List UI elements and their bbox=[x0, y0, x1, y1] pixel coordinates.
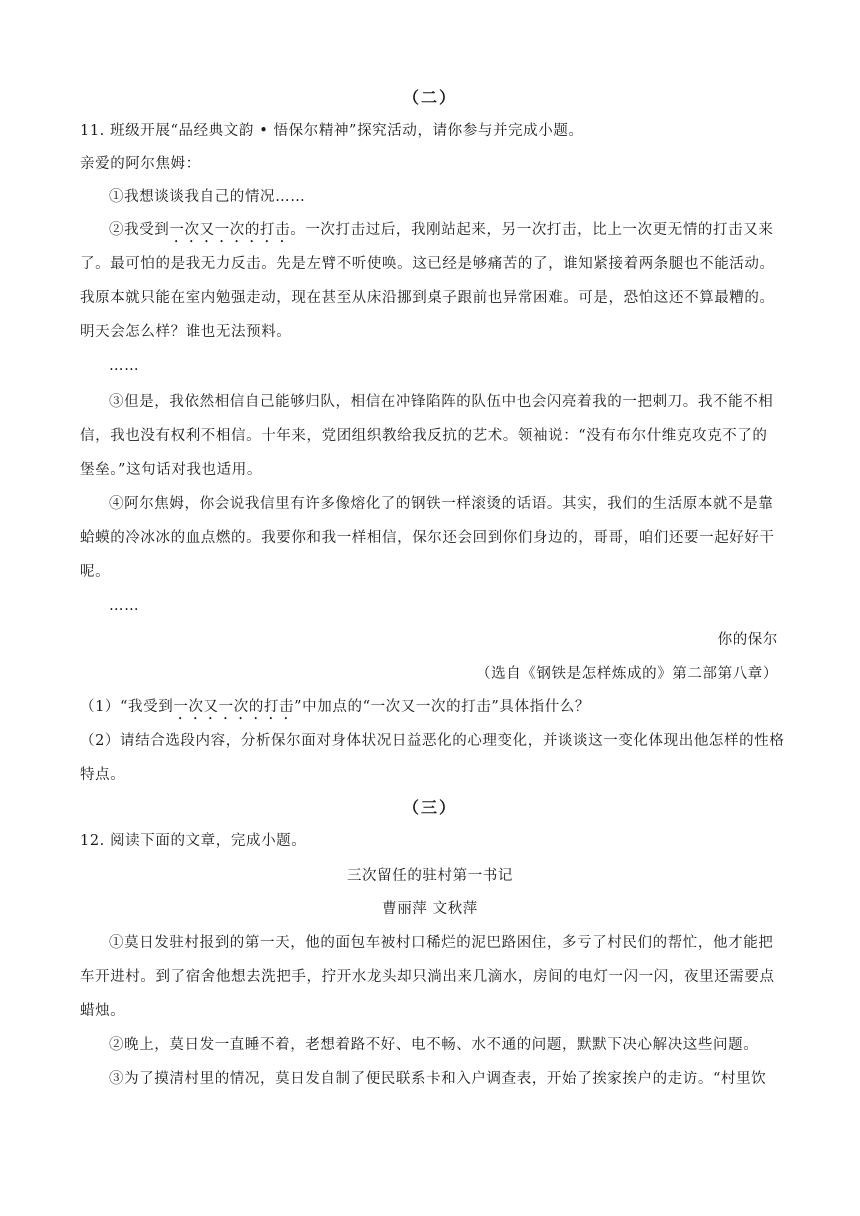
letter-paragraph-4-line-3: 呢。 bbox=[80, 564, 111, 580]
article-title: 三次留任的驻村第一书记 bbox=[346, 868, 514, 884]
letter-paragraph-3-line-3: 堡垒。”这句话对我也适用。 bbox=[80, 462, 262, 478]
text-run: （1）“我受到 bbox=[80, 699, 174, 715]
letter-paragraph-2-line-1 bbox=[109, 220, 809, 246]
question-12-stem: 12. 阅读下面的文章，完成小题。 bbox=[80, 833, 307, 849]
letter-signature: 你的保尔 bbox=[717, 632, 778, 648]
letter-paragraph-4-line-2: 蛤蟆的冷冰冰的血点燃的。我要你和我一样相信，保尔还会回到你们身边的，哥哥，咱们还要一起好好干 bbox=[80, 530, 775, 546]
text-run: ②我受到 bbox=[109, 222, 170, 238]
letter-salutation: 亲爱的阿尔焦姆： bbox=[80, 156, 201, 172]
ellipsis: …… bbox=[109, 358, 140, 374]
section-heading-2: （二） bbox=[402, 88, 457, 107]
emphasized-phrase: 一次又一次的打击 bbox=[173, 699, 295, 715]
section-heading-3: （三） bbox=[402, 798, 457, 817]
article-paragraph-1-line-2: 车开进村。到了宿舍他想去洗把手，拧开水龙头却只淌出来几滴水，房间的电灯一闪一闪，夜里还需要点 bbox=[80, 969, 775, 985]
letter-paragraph-1: ①我想谈谈我自己的情况…… bbox=[109, 189, 306, 205]
article-authors: 曹丽萍 文秋萍 bbox=[382, 901, 478, 917]
article-paragraph-1-line-1: ①莫日发驻村报到的第一天，他的面包车被村口稀烂的泥巴路困住，多亏了村民们的帮忙，他才能把 bbox=[109, 935, 774, 951]
letter-paragraph-2-line-3: 我原本就只能在室内勉强走动，现在甚至从床沿挪到桌子跟前也异常困难。可是，恐怕这还不算最糟的。 bbox=[80, 290, 775, 306]
article-paragraph-3-line-1: ③为了摸清村里的情况，莫日发自制了便民联系卡和入户调查表，开始了挨家挨户的走访。“村里饮 bbox=[109, 1071, 767, 1087]
letter-paragraph-3-line-2: 信，我也没有权利不相信。十年来，党团组织教给我反抗的艺术。领袖说：“没有布尔什维克攻克不了的 bbox=[80, 428, 768, 444]
text-run: 。一次打击过后，我刚站起来，另一次打击，比上一次更无情的打击又来 bbox=[290, 222, 774, 238]
letter-paragraph-2-line-4: 明天会怎么样？谁也无法预料。 bbox=[80, 324, 292, 340]
source-citation: （选自《钢铁是怎样炼成的》第二部第八章） bbox=[476, 666, 778, 682]
ellipsis: …… bbox=[109, 598, 140, 614]
article-paragraph-1-line-3: 蜡烛。 bbox=[80, 1003, 126, 1019]
sub-question-2-line-1: （2）请结合选段内容，分析保尔面对身体状况日益恶化的心理变化，并谈谈这一变化体现出他怎样的性格 bbox=[80, 733, 785, 749]
letter-paragraph-3-line-1: ③但是，我依然相信自己能够归队，相信在冲锋陷阵的队伍中也会闪亮着我的一把刺刀。我不能不相 bbox=[109, 394, 774, 410]
letter-paragraph-4-line-1: ④阿尔焦姆，你会说我信里有许多像熔化了的钢铁一样滚烫的话语。其实，我们的生活原本就不是靠 bbox=[109, 496, 774, 512]
letter-paragraph-2-line-2: 了。最可怕的是我无力反击。先是左臂不听使唤。这已经是够痛苦的了，谁知紧接着两条腿也不能活动。 bbox=[80, 256, 775, 272]
sub-question-1 bbox=[80, 697, 780, 723]
text-run: ”中加点的“一次又一次的打击”具体指什么？ bbox=[294, 699, 590, 715]
emphasized-phrase: 一次又一次的打击 bbox=[169, 222, 291, 238]
sub-question-2-line-2: 特点。 bbox=[80, 767, 126, 783]
question-11-stem: 11. 班级开展“品经典文韵 • 悟保尔精神”探究活动，请你参与并完成小题。 bbox=[80, 123, 584, 139]
article-paragraph-2: ②晚上，莫日发一直睡不着，老想着路不好、电不畅、水不通的问题，默默下决心解决这些问题。 bbox=[109, 1037, 759, 1053]
